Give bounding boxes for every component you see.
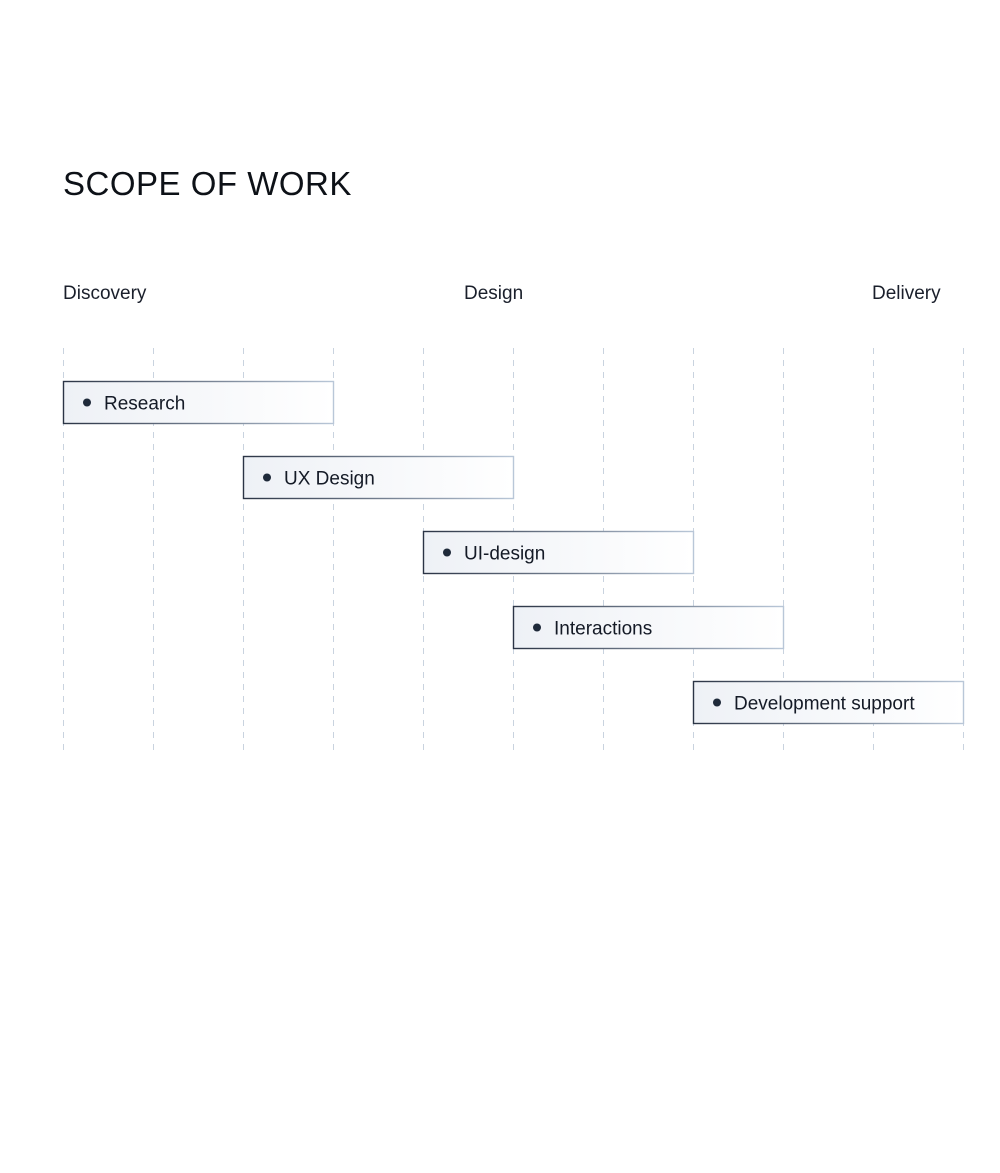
page-title: SCOPE OF WORK bbox=[63, 165, 352, 202]
task-bar-development-support bbox=[694, 682, 964, 724]
task-bar-ux-design bbox=[244, 457, 514, 499]
phase-label-discovery: Discovery bbox=[63, 283, 147, 304]
task-bar-interactions bbox=[514, 607, 784, 649]
task-label: Research bbox=[104, 393, 186, 415]
phase-label-design: Design bbox=[464, 283, 524, 304]
task-label: UI-design bbox=[464, 543, 546, 565]
task-label: Development support bbox=[734, 693, 915, 715]
task-label: Interactions bbox=[554, 618, 653, 640]
bullet-dot-icon bbox=[713, 699, 721, 707]
bullet-dot-icon bbox=[263, 474, 271, 482]
task-bar-ui-design bbox=[424, 532, 694, 574]
task-bar-research bbox=[64, 382, 334, 424]
bullet-dot-icon bbox=[83, 399, 91, 407]
task-label: UX Design bbox=[284, 468, 375, 490]
bullet-dot-icon bbox=[443, 549, 451, 557]
bullet-dot-icon bbox=[533, 624, 541, 632]
phase-label-delivery: Delivery bbox=[872, 283, 941, 304]
